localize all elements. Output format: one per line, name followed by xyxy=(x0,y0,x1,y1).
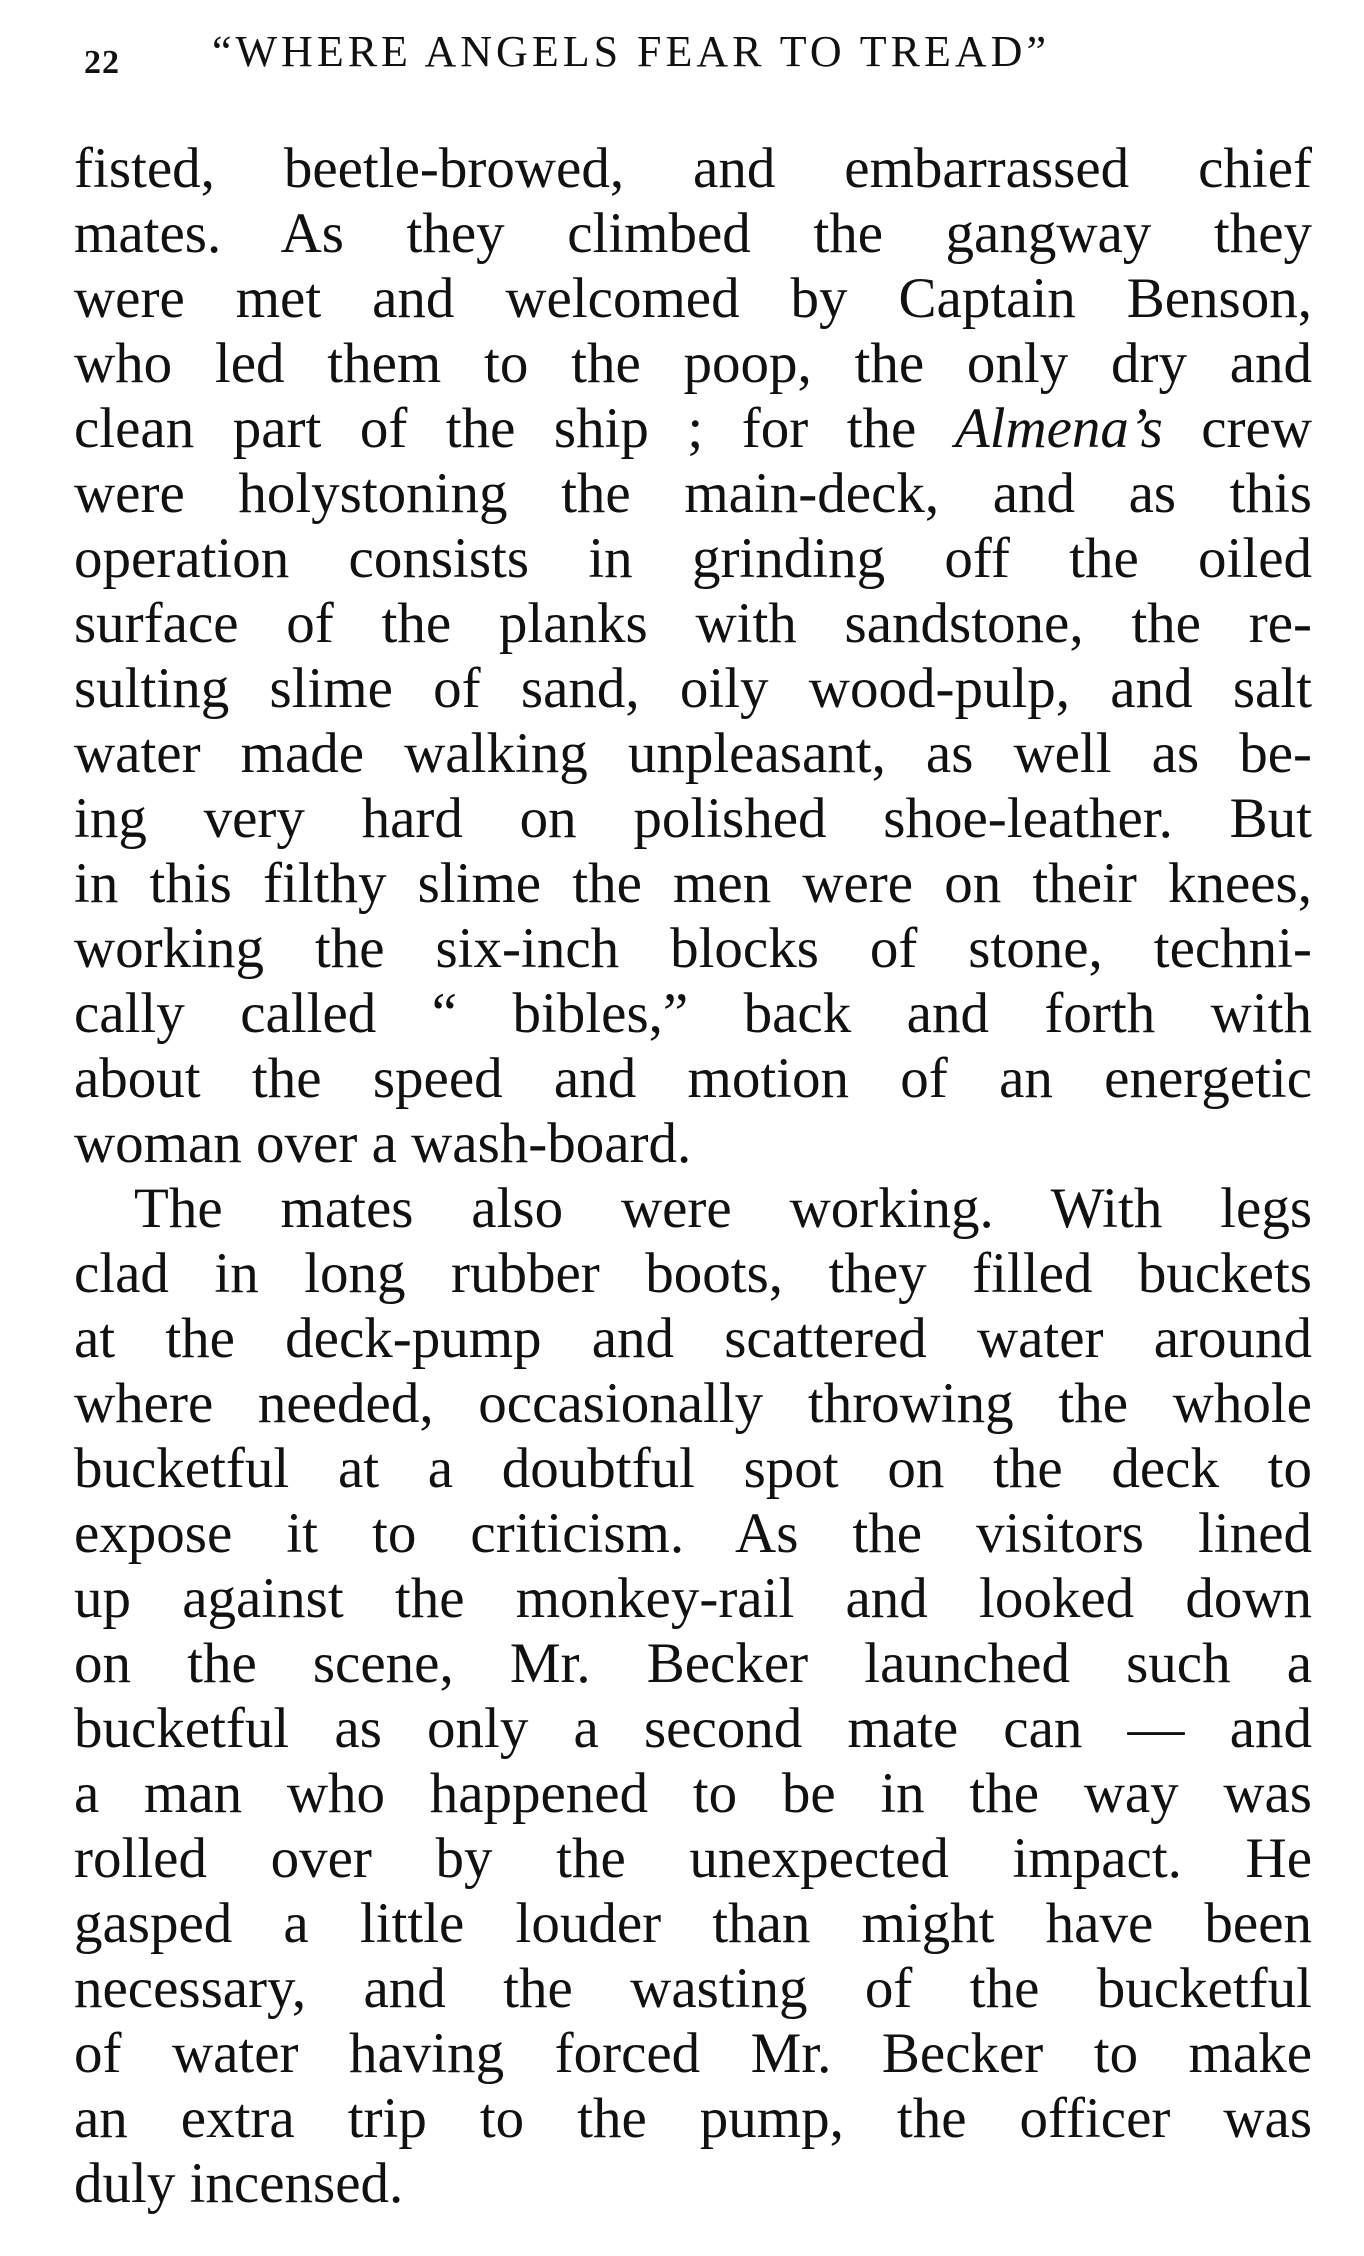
paragraph xyxy=(74,1176,1312,2216)
text-line xyxy=(74,1891,1312,1956)
text-line xyxy=(74,1111,1312,1176)
text-line xyxy=(74,526,1312,591)
line-text: woman over a wash-board. xyxy=(74,1112,692,1175)
line-text: a man who happened to be in the way was xyxy=(74,1762,1312,1825)
text-line xyxy=(74,136,1312,201)
page-number: 22 xyxy=(84,44,120,81)
text-line xyxy=(74,1501,1312,1566)
line-text: The mates also were working. With legs xyxy=(134,1177,1312,1240)
ship-name: Almena’s xyxy=(954,397,1163,460)
line-text: sulting slime of sand, oily wood-pulp, and salt xyxy=(74,657,1312,720)
line-text: bucketful as only a second mate can — and xyxy=(74,1697,1312,1760)
line-text: on the scene, Mr. Becker launched such a xyxy=(74,1632,1312,1695)
line-text: who led them to the poop, the only dry and xyxy=(74,332,1312,395)
text-line xyxy=(74,201,1312,266)
paragraph xyxy=(74,136,1312,1176)
text-line xyxy=(74,2151,1312,2216)
line-text: at the deck-pump and scattered water around xyxy=(74,1307,1312,1370)
line-text: bucketful at a doubtful spot on the deck to xyxy=(74,1437,1312,1500)
text-line xyxy=(74,1826,1312,1891)
line-text: water made walking unpleasant, as well as be- xyxy=(74,722,1312,785)
line-text: working the six-inch blocks of stone, techni- xyxy=(74,917,1312,980)
text-line xyxy=(74,266,1312,331)
text-line xyxy=(74,1631,1312,1696)
text-line xyxy=(74,916,1312,981)
line-text: up against the monkey-rail and looked down xyxy=(74,1567,1312,1630)
running-head xyxy=(84,26,1304,96)
text-line xyxy=(74,851,1312,916)
line-text: operation consists in grinding off the oiled xyxy=(74,527,1312,590)
line-text: rolled over by the unexpected impact. He xyxy=(74,1827,1312,1890)
line-text: crew xyxy=(1162,397,1312,460)
text-line xyxy=(74,1241,1312,1306)
text-line xyxy=(74,2086,1312,2151)
text-line xyxy=(74,2021,1312,2086)
text-line xyxy=(74,1306,1312,1371)
line-text: clean part of the ship ; for the xyxy=(74,397,955,460)
running-title: “WHERE ANGELS FEAR TO TREAD” xyxy=(212,27,1050,76)
text-line xyxy=(74,1566,1312,1631)
text-line xyxy=(74,1176,1312,1241)
line-text: expose it to criticism. As the visitors lined xyxy=(74,1502,1312,1565)
line-text: mates. As they climbed the gangway they xyxy=(74,202,1312,265)
line-text: necessary, and the wasting of the bucketful xyxy=(74,1957,1312,2020)
text-line xyxy=(74,721,1312,786)
text-line xyxy=(74,331,1312,396)
text-line xyxy=(74,1371,1312,1436)
text-line xyxy=(74,1761,1312,1826)
text-line xyxy=(74,1436,1312,1501)
line-text: an extra trip to the pump, the officer was xyxy=(74,2087,1312,2150)
line-text: were met and welcomed by Captain Benson, xyxy=(74,267,1312,330)
line-text: about the speed and motion of an energetic xyxy=(74,1047,1312,1110)
text-line xyxy=(74,981,1312,1046)
line-text: duly incensed. xyxy=(74,2152,404,2215)
text-line xyxy=(74,656,1312,721)
line-text: were holystoning the main-deck, and as this xyxy=(74,462,1312,525)
text-line xyxy=(74,1956,1312,2021)
line-text: cally called “ bibles,” back and forth with xyxy=(74,982,1312,1045)
line-text: clad in long rubber boots, they filled buckets xyxy=(74,1242,1312,1305)
text-line xyxy=(74,591,1312,656)
line-text: in this filthy slime the men were on their knees, xyxy=(74,852,1312,915)
line-text: ing very hard on polished shoe-leather. But xyxy=(74,787,1312,850)
body-text xyxy=(74,136,1312,2216)
text-line xyxy=(74,396,1312,461)
text-line xyxy=(74,786,1312,851)
line-text: where needed, occasionally throwing the whole xyxy=(74,1372,1312,1435)
line-text: of water having forced Mr. Becker to make xyxy=(74,2022,1312,2085)
text-line xyxy=(74,1046,1312,1111)
line-text: fisted, beetle-browed, and embarrassed chief xyxy=(74,137,1312,200)
line-text: surface of the planks with sandstone, the re- xyxy=(74,592,1312,655)
text-line xyxy=(74,461,1312,526)
line-text: gasped a little louder than might have been xyxy=(74,1892,1312,1955)
text-line xyxy=(74,1696,1312,1761)
